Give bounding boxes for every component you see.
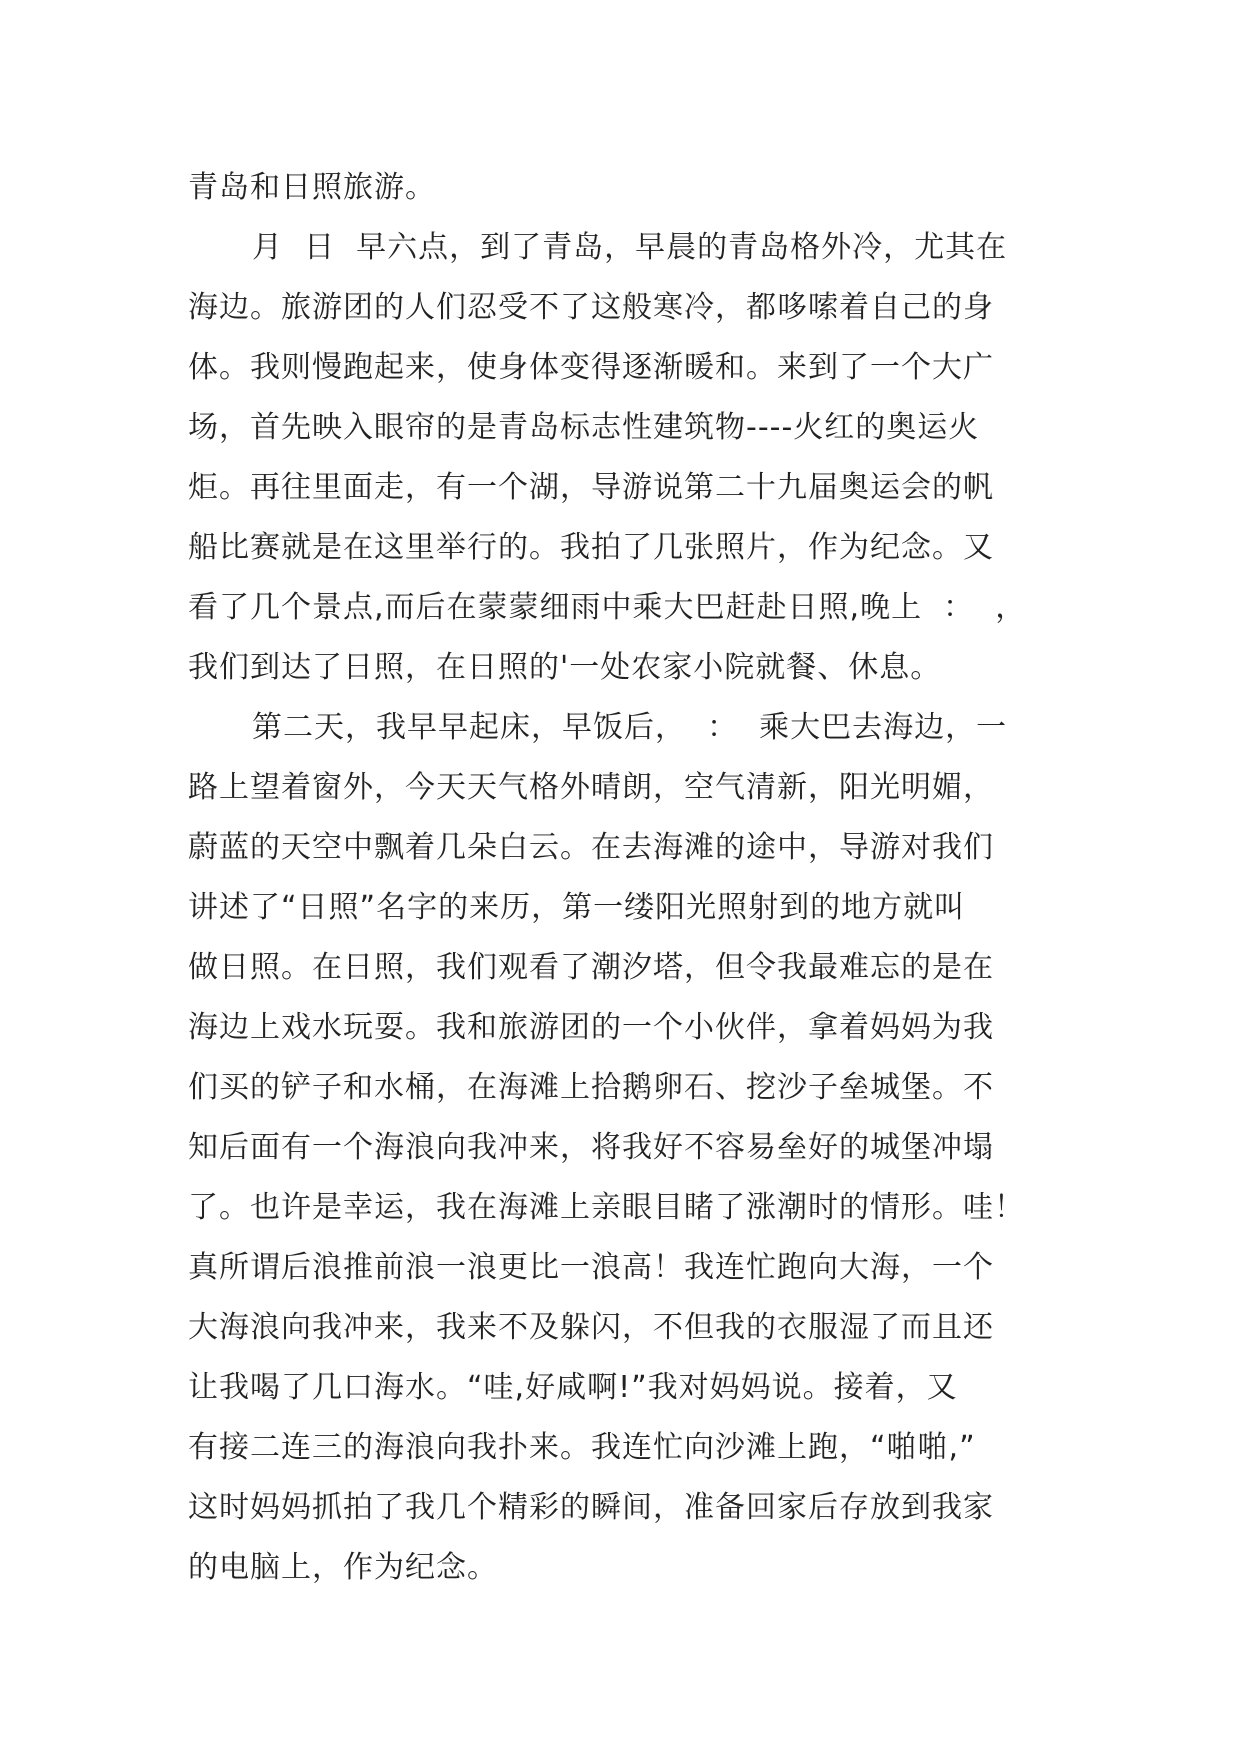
text-line: 路上望着窗外，今天天气格外晴朗，空气清新，阳光明媚， bbox=[188, 770, 994, 805]
text-line: 场，首先映入眼帘的是青岛标志性建筑物----火红的奥运火 bbox=[188, 410, 980, 445]
text-line: 做日照。在日照，我们观看了潮汐塔，但令我最难忘的是在 bbox=[188, 950, 994, 985]
text-line: 大海浪向我冲来，我来不及躲闪，不但我的衣服湿了而且还 bbox=[188, 1310, 994, 1345]
text-line: 船比赛就是在这里举行的。我拍了几张照片，作为纪念。又 bbox=[188, 530, 994, 565]
text-line-paragraph-start: 第二天，我早早起床，早饭后， ： 乘大巴去海边，一 bbox=[252, 710, 1008, 745]
text-line: 讲述了“日照”名字的来历，第一缕阳光照射到的地方就叫 bbox=[188, 890, 966, 925]
text-line: 海边上戏水玩耍。我和旅游团的一个小伙伴，拿着妈妈为我 bbox=[188, 1010, 994, 1045]
text-line: 炬。再往里面走，有一个湖，导游说第二十九届奥运会的帆 bbox=[188, 470, 994, 505]
text-line: 蔚蓝的天空中飘着几朵白云。在去海滩的途中，导游对我们 bbox=[188, 830, 994, 865]
text-line: 体。我则慢跑起来，使身体变得逐渐暖和。来到了一个大广 bbox=[188, 350, 994, 385]
text-line: 真所谓后浪推前浪一浪更比一浪高！我连忙跑向大海，一个 bbox=[188, 1250, 994, 1285]
text-line: 这时妈妈抓拍了我几个精彩的瞬间，准备回家后存放到我家 bbox=[188, 1490, 994, 1525]
text-line: 有接二连三的海浪向我扑来。我连忙向沙滩上跑，“啪啪,” bbox=[188, 1430, 976, 1465]
text-line: 们买的铲子和水桶，在海滩上拾鹅卵石、挖沙子垒城堡。不 bbox=[188, 1070, 994, 1105]
text-line-paragraph-start: 月 日 早六点，到了青岛，早晨的青岛格外冷，尤其在 bbox=[252, 230, 1008, 265]
text-line: 了。也许是幸运，我在海滩上亲眼目睹了涨潮时的情形。哇！ bbox=[188, 1190, 1025, 1225]
text-line: 让我喝了几口海水。“哇,好咸啊!”我对妈妈说。接着，又 bbox=[188, 1370, 958, 1405]
text-line: 知后面有一个海浪向我冲来，将我好不容易垒好的城堡冲塌 bbox=[188, 1130, 994, 1165]
body-text bbox=[188, 158, 1068, 1598]
text-line: 的电脑上，作为纪念。 bbox=[188, 1550, 498, 1585]
text-line: 我们到达了日照，在日照的'一处农家小院就餐、休息。 bbox=[188, 650, 942, 685]
text-line: 海边。旅游团的人们忍受不了这般寒冷，都哆嗦着自己的身 bbox=[188, 290, 994, 325]
text-line: 看了几个景点,而后在蒙蒙细雨中乘大巴赶赴日照,晚上 ： ， bbox=[188, 590, 1027, 625]
text-line: 青岛和日照旅游。 bbox=[188, 170, 436, 205]
